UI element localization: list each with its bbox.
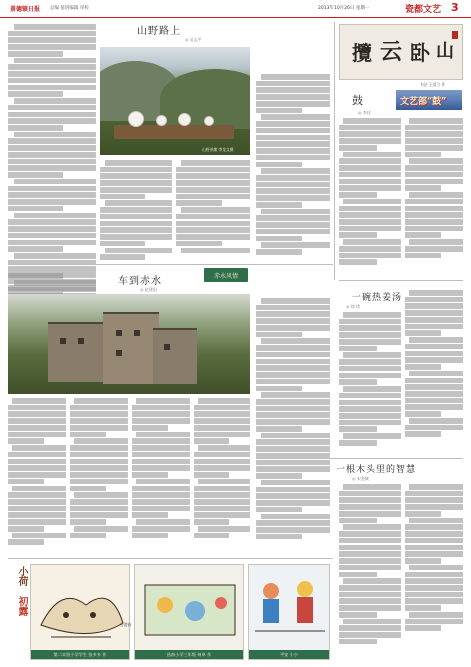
- kids-drawing-panel: [134, 564, 244, 660]
- article-title-village: 车到赤水: [118, 276, 162, 287]
- article-body-mountain-col3: [176, 160, 250, 260]
- section-divider: [8, 264, 333, 265]
- article-title-wood: 一根木头里的智慧: [336, 465, 417, 475]
- issue-date: 2013年10月26日 星期一: [318, 6, 370, 11]
- editor-info: 总编 值班编辑 审校: [50, 6, 89, 11]
- column-divider: [334, 22, 335, 280]
- article-body-village-col3: [132, 398, 190, 554]
- article-body-village-col2: [70, 398, 128, 554]
- article-body-soup-col3: [405, 290, 463, 456]
- article-body-mountain-col2: [100, 160, 172, 260]
- article-title-drum: 鼓: [352, 94, 364, 107]
- article-body-wood-col1: [339, 484, 401, 660]
- figures-drawing: [249, 565, 330, 651]
- calligraphy-char: 攬: [352, 41, 372, 65]
- page-number: 3: [451, 1, 459, 14]
- cat-drawing: [31, 565, 130, 651]
- article-body-mountain-col4: [256, 74, 330, 260]
- kids-section-title: 初露: [16, 596, 27, 616]
- kids-drawing-caption: 第二实验小学学生 张多多 作: [31, 650, 129, 659]
- article-author-village: ◎ 赵建国: [140, 287, 157, 292]
- kids-section-title: 小荷: [16, 566, 27, 586]
- drum-banner-text: 文艺部“鼓”: [400, 97, 447, 107]
- seal-stamp: [452, 31, 458, 39]
- calligraphy-artwork: [339, 24, 463, 80]
- section-divider: [8, 558, 333, 559]
- section-divider: [256, 458, 463, 459]
- article-author-soup: ◎ 徐 珍: [346, 304, 361, 309]
- artist-signature: 香港画: [120, 622, 132, 627]
- kids-drawing-panel: [248, 564, 330, 660]
- article-title-soup: 一碗热姜汤: [352, 293, 403, 303]
- kids-drawing-caption: 昌南小学三年级 何卓 作: [135, 650, 243, 659]
- village-stamp: 赤水风情: [204, 268, 248, 282]
- article-body-drum-col1: [339, 118, 401, 276]
- article-author-drum: ◎ 李佳: [358, 110, 371, 115]
- drum-banner-image: [396, 90, 462, 110]
- calligraphy-char: 云: [380, 39, 403, 65]
- village-photo: [8, 294, 250, 394]
- article-title-mountain: 山野路上: [137, 26, 181, 37]
- article-body-village-col1: [8, 398, 66, 554]
- kids-drawing-panel: [30, 564, 130, 660]
- calligraphy-char: 卧: [410, 41, 430, 65]
- article-body-soup-col2: [339, 312, 401, 456]
- scene-drawing: [135, 565, 244, 651]
- calligraphy-char: 山: [436, 41, 454, 62]
- article-author-wood: ◎ 宋金城: [352, 476, 369, 481]
- mountain-tea-photo: [100, 47, 250, 155]
- article-body-drum-col2: [405, 118, 463, 276]
- section-name: 瓷都文艺: [405, 5, 442, 15]
- article-body-village-col4: [194, 398, 250, 554]
- mountain-photo-caption: 山野茶趣 李龙文摄: [202, 147, 234, 152]
- newspaper-logo: 景德镇日报: [10, 6, 41, 13]
- kids-drawing-caption: 平安 小小: [249, 650, 329, 659]
- article-author-mountain: ◎ 吴志平: [185, 37, 202, 42]
- article-body-wood-col2: [405, 484, 463, 660]
- calligraphy-caption: 书法 王爱卫 作: [420, 82, 446, 87]
- article-body-soup-col1: [256, 298, 330, 554]
- masthead: [0, 0, 471, 18]
- section-divider: [339, 280, 463, 281]
